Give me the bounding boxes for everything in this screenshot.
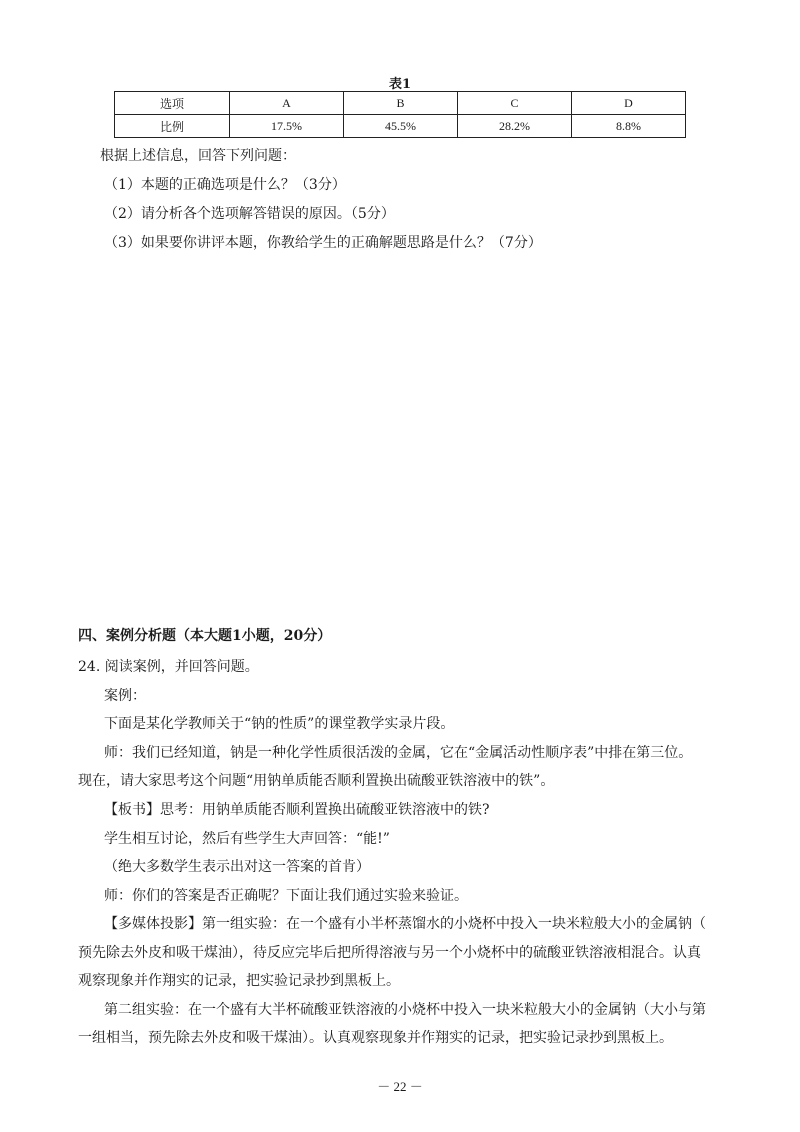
case-paragraph: 第二组实验：在一个盛有大半杯硫酸亚铁溶液的小烧杯中投入一块米粒般大小的金属钠（大小与第 bbox=[104, 1002, 706, 1018]
case-paragraph: 预先除去外皮和吸干煤油），待反应完毕后把所得溶液与另一个小烧杯中的硫酸亚铁溶液相混合。认真 bbox=[78, 945, 701, 961]
case-label: 案例： bbox=[104, 688, 146, 704]
case-paragraph: 【多媒体投影】第一组实验：在一个盛有小半杯蒸馏水的小烧杯中投入一块米粒般大小的金属钠（ bbox=[104, 916, 706, 932]
question-2: （2）请分析各个选项解答错误的原因。（5分） bbox=[104, 206, 395, 222]
table-header-row bbox=[115, 92, 686, 115]
case-paragraph: 下面是某化学教师关于“钠的性质”的课堂教学实录片段。 bbox=[104, 716, 455, 732]
table-cell: 8.8% bbox=[572, 115, 686, 138]
table-cell: 45.5% bbox=[344, 115, 458, 138]
case-paragraph: （绝大多数学生表示出对这一答案的首肯） bbox=[104, 859, 370, 875]
table-cell: 17.5% bbox=[230, 115, 344, 138]
table-cell: 选项 bbox=[115, 92, 230, 115]
options-table bbox=[114, 91, 686, 138]
question-1: （1）本题的正确选项是什么？（3分） bbox=[104, 177, 346, 193]
question-3: （3）如果要你讲评本题，你教给学生的正确解题思路是什么？（7分） bbox=[104, 235, 542, 251]
table-row bbox=[115, 115, 686, 138]
table-cell: B bbox=[344, 92, 458, 115]
case-paragraph: 师：我们已经知道，钠是一种化学性质很活泼的金属，它在“金属活动性顺序表”中排在第三位。 bbox=[104, 745, 693, 761]
case-paragraph: 现在，请大家思考这个问题“用钠单质能否顺利置换出硫酸亚铁溶液中的铁”。 bbox=[78, 773, 555, 789]
case-paragraph: 观察现象并作翔实的记录，把实验记录抄到黑板上。 bbox=[78, 973, 400, 989]
section-heading: 四、案例分析题（本大题1小题，20分） bbox=[78, 628, 332, 644]
table-cell: 28.2% bbox=[458, 115, 572, 138]
table-title: 表1 bbox=[388, 77, 412, 92]
table-cell: D bbox=[572, 92, 686, 115]
table-cell: 比例 bbox=[115, 115, 230, 138]
case-paragraph: 学生相互讨论，然后有些学生大声回答：“能!” bbox=[104, 831, 390, 847]
case-paragraph: 【板书】思考：用钠单质能否顺利置换出硫酸亚铁溶液中的铁? bbox=[104, 802, 490, 818]
table-cell: C bbox=[458, 92, 572, 115]
page-number: － 22 － bbox=[377, 1079, 423, 1094]
question-24: 24. 阅读案例，并回答问题。 bbox=[78, 659, 259, 675]
table-cell: A bbox=[230, 92, 344, 115]
case-paragraph: 一组相当，预先除去外皮和吸干煤油）。认真观察现象并作翔实的记录，把实验记录抄到黑板上。 bbox=[78, 1030, 673, 1046]
case-paragraph: 师：你们的答案是否正确呢？下面让我们通过实验来验证。 bbox=[104, 888, 468, 904]
questions-intro: 根据上述信息，回答下列问题： bbox=[100, 148, 296, 164]
